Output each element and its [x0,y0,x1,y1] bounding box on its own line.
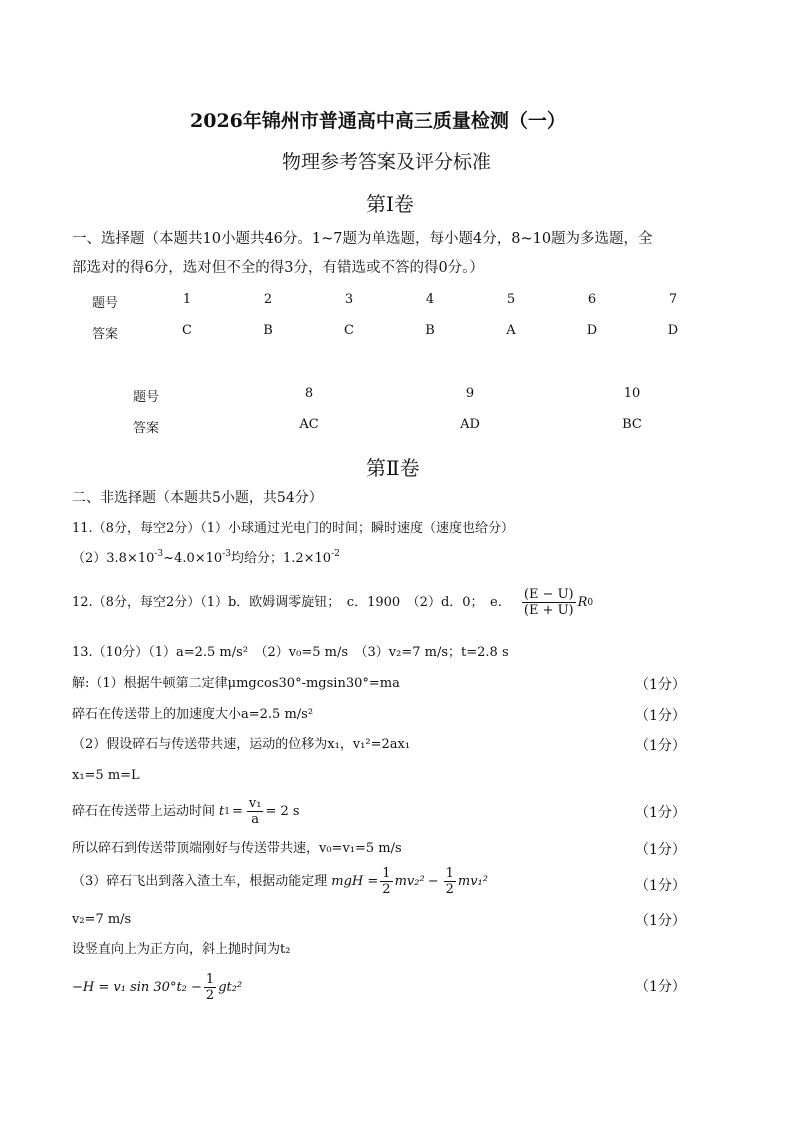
score-8: （1分） [635,979,686,995]
q13-line10-half-den: 2 [205,988,215,1003]
q13-line7-half-1 [380,866,392,897]
q13-line7-half-num: 1 [382,866,391,881]
q12-line: 12.（8分，每空2分）（1）b．欧姆调零旋钮； c．1900 （2）d．0； e. $\frac{(E - U)}{(E + U)}$ R 0 [72,587,594,618]
table2-header-label: 题号 [133,390,160,405]
q13-line7-half-2 [444,866,456,897]
q12-r: R [577,594,588,610]
score-6: （1分） [635,878,686,894]
q13-line5-t: t [219,803,225,819]
volume-1-heading: 第Ⅰ卷 [366,192,414,216]
table2-number: 8 [304,386,314,401]
q13-line7-term1: mv₂² [394,873,425,889]
q13-line10-half [204,972,216,1003]
q13-line10-a: −H = v₁ sin 30°t₂ − [72,979,202,995]
table1-number: 1 [182,292,192,307]
table1-number: 7 [668,292,678,307]
q11-exp1: -3 [154,549,164,559]
q12-fraction [522,587,576,618]
q11-part-c: 均给分；1.2×10 [230,551,332,566]
table1-number: 2 [263,292,273,307]
q11-line2 [72,549,340,569]
q13-line7-half2-den: 2 [445,882,454,897]
q13-line7-lhs: mgH = [331,873,379,889]
q13-line5: 碎石在传送带上运动时间 t 1 = $\frac{\text{v₁}}{a}$ = 2 s [72,796,300,827]
q12-denominator: (E + U) [523,603,574,618]
table1-number: 5 [506,292,516,307]
table2-number: 9 [465,386,475,401]
table2-answer: AD [460,417,480,432]
q13-line2: 碎石在传送带上的加速度大小a=2.5 m/s² [72,707,314,722]
volume-2-heading: 第Ⅱ卷 [366,456,420,480]
q13-line5-result: = 2 s [265,803,300,819]
table2-answer: BC [622,417,642,432]
table1-answer: D [586,323,598,338]
section2-intro: 二、非选择题（本题共5小题，共54分） [72,490,323,506]
q13-line7 [72,866,488,897]
q13-line5-den: a [251,812,260,827]
q13-line5-num: v₁ [248,796,262,811]
q13-head: 13.（10分）（1）a=2.5 m/s² （2）v₀=5 m/s （3）v₂=7 m/s；t=2.8 s [72,645,509,660]
section1-intro-line1: 一、选择题（本题共10小题共46分。1~7题为单选题，每小题4分，8~10题为多选题，全 [72,231,653,247]
page-subtitle: 物理参考答案及评分标准 [282,151,492,173]
table1-answer: B [263,323,273,338]
score-2: （1分） [635,708,686,724]
q13-line3: （2）假设碎石与传送带共速，运动的位移为x₁，v₁²=2ax₁ [72,737,411,752]
q13-line4: x₁=5 m=L [72,768,140,783]
table1-number: 6 [587,292,597,307]
q13-line1: 解:（1）根据牛顿第二定律μmgcos30°-mgsin30°=ma [72,676,400,691]
q12-text: 12.（8分，每空2分）（1）b．欧姆调零旋钮； c．1900 （2）d．0； e. [72,594,502,610]
score-4: （1分） [635,805,686,821]
score-7: （1分） [635,913,686,929]
table2-answer: AC [299,417,319,432]
table1-answer-label: 答案 [92,327,119,342]
q13-line5-fraction [247,796,264,827]
table2-number: 10 [623,386,641,401]
q13-line6: 所以碎石到传送带顶端刚好与传送带共速，v₀=v₁=5 m/s [72,841,402,856]
q13-line10-b: gt₂² [218,979,243,995]
table1-number: 3 [344,292,354,307]
q13-line10 [72,972,242,1003]
table1-answer: D [667,323,679,338]
q11-part-b: ~4.0×10 [163,551,223,566]
q12-numerator: (E − U) [523,587,574,602]
q13-line7-half-den: 2 [382,882,391,897]
q13-line7-half2-num: 1 [445,866,454,881]
score-3: （1分） [635,738,686,754]
q13-line8: v₂=7 m/s [72,912,132,927]
section1-intro-line2: 部选对的得6分，选对但不全的得3分，有错选或不答的得0分。） [72,260,484,276]
table1-answer: C [344,323,354,338]
table1-answer: A [506,323,516,338]
page-title: 2026年锦州市普通高中高三质量检测（一） [190,110,566,132]
q13-line7-minus: − [427,873,439,889]
q11-exp2: -3 [222,549,231,559]
q11-exp3: -2 [331,549,340,559]
q11-line1: 11.（8分，每空2分）（1）小球通过光电门的时间；瞬时速度（速度也给分） [72,521,514,536]
table1-answer: C [182,323,192,338]
q13-line7-term2: mv₁² [457,873,488,889]
table1-answer: B [425,323,435,338]
score-5: （1分） [635,842,686,858]
q13-line10-half-num: 1 [205,972,215,987]
q13-line7-text: （3）碎石飞出到落入渣土车，根据动能定理 [72,873,328,889]
table1-number: 4 [425,292,435,307]
q13-line9: 设竖直向上为正方向，斜上抛时间为t₂ [72,942,291,957]
q13-line5-text: 碎石在传送带上运动时间 [72,803,216,819]
table2-answer-label: 答案 [133,421,160,436]
score-1: （1分） [635,677,686,693]
table1-header-label: 题号 [92,296,119,311]
q11-part-a: （2）3.8×10 [72,551,155,566]
